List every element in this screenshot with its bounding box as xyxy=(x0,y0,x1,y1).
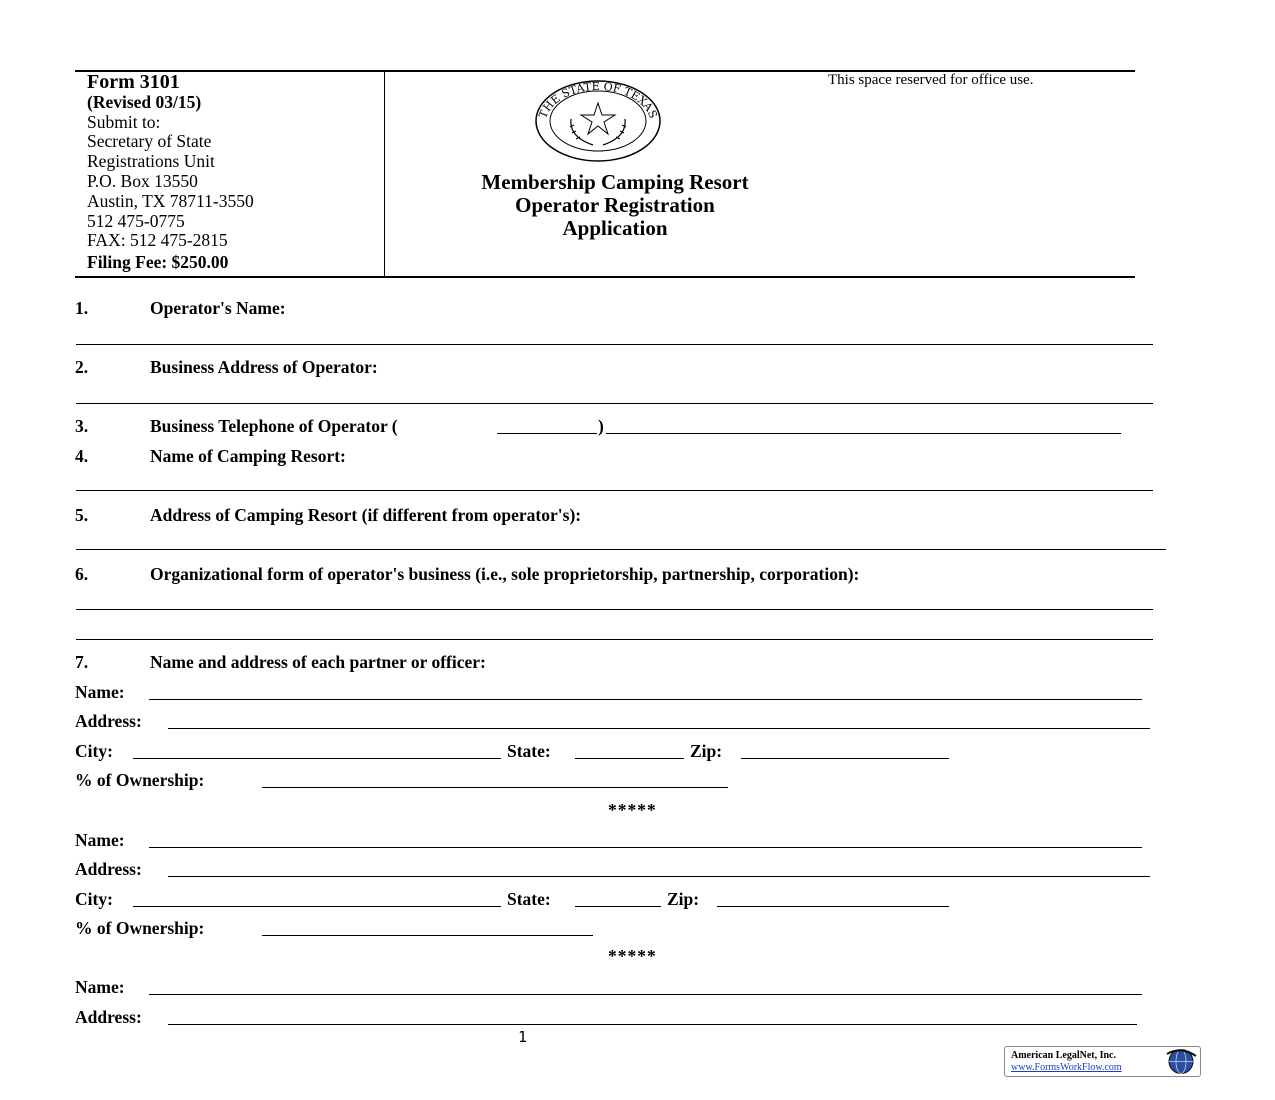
item-label: Operator's Name: xyxy=(150,298,286,318)
header-bottom-border xyxy=(75,276,1135,278)
submit-line: Austin, TX 78711-3550 xyxy=(87,190,254,211)
footer-url-link[interactable]: www.FormsWorkFlow.com xyxy=(1011,1062,1122,1073)
partner-1-city-field[interactable] xyxy=(133,758,501,759)
footer-company: American LegalNet, Inc. xyxy=(1011,1050,1116,1061)
partner-city-label: City: xyxy=(75,741,113,761)
organizational-form-field-1[interactable] xyxy=(76,609,1153,610)
partner-2-address-field[interactable] xyxy=(168,876,1150,877)
title-line: Membership Camping Resort xyxy=(481,170,749,194)
partner-1-state-field[interactable] xyxy=(575,758,684,759)
item-operator-name xyxy=(75,298,286,319)
item-camping-resort-address xyxy=(75,505,581,526)
area-code-field[interactable] xyxy=(497,433,597,434)
organizational-form-field-2[interactable] xyxy=(76,639,1153,640)
partner-3-address-field[interactable] xyxy=(168,1024,1137,1025)
partner-state-label: State: xyxy=(507,741,551,761)
texas-state-seal xyxy=(533,79,663,168)
partner-separator: ***** xyxy=(608,800,657,820)
item-number: 6. xyxy=(75,564,89,584)
partner-name-label: Name: xyxy=(75,682,125,702)
item-camping-resort-name xyxy=(75,446,346,467)
telephone-paren-close: ) xyxy=(598,416,604,436)
telephone-number-field[interactable] xyxy=(606,433,1121,434)
partner-zip-label: Zip: xyxy=(690,741,723,761)
title-line: Application xyxy=(562,216,668,240)
item-number: 1. xyxy=(75,298,89,318)
partner-ownership-label: % of Ownership: xyxy=(75,918,205,938)
office-use-note: This space reserved for office use. xyxy=(828,72,1034,88)
partner-2-zip-field[interactable] xyxy=(717,906,949,907)
submit-line: 512 475-0775 xyxy=(87,210,185,231)
seal-text: THE STATE OF TEXAS xyxy=(536,79,660,121)
partner-separator: ***** xyxy=(608,946,657,966)
submit-line: P.O. Box 13550 xyxy=(87,170,198,191)
business-address-field[interactable] xyxy=(76,403,1153,404)
item-business-telephone xyxy=(75,416,398,437)
item-business-address xyxy=(75,357,378,378)
operator-name-field[interactable] xyxy=(76,344,1153,345)
item-partners-officers xyxy=(75,652,486,673)
submit-line: Registrations Unit xyxy=(87,151,215,172)
partner-name-label: Name: xyxy=(75,977,125,997)
page-number: 1 xyxy=(518,1028,528,1046)
item-label: Business Telephone of Operator ( xyxy=(150,416,398,436)
item-number: 4. xyxy=(75,446,89,466)
item-number: 5. xyxy=(75,505,89,525)
item-organizational-form xyxy=(75,564,859,585)
item-number: 2. xyxy=(75,357,89,377)
partner-1-ownership-field[interactable] xyxy=(262,787,728,788)
partner-address-label: Address: xyxy=(75,711,142,731)
item-label: Business Address of Operator: xyxy=(150,357,378,377)
form-title xyxy=(415,171,815,240)
camping-resort-name-field[interactable] xyxy=(76,490,1153,491)
partner-3-name-field[interactable] xyxy=(149,994,1142,995)
seal-icon xyxy=(533,79,663,163)
item-label: Organizational form of operator's business (i.e., sole proprietorship, partnership, corporation): xyxy=(150,564,860,584)
submission-info xyxy=(87,73,254,273)
item-label: Name of Camping Resort: xyxy=(150,446,346,466)
item-number: 7. xyxy=(75,652,89,672)
partner-1-name-field[interactable] xyxy=(149,699,1142,700)
partner-2-city-field[interactable] xyxy=(133,906,501,907)
partner-name-label: Name: xyxy=(75,830,125,850)
partner-2-name-field[interactable] xyxy=(149,847,1142,848)
svg-text:THE STATE OF TEXAS xyxy=(536,80,659,120)
partner-1-address-field[interactable] xyxy=(168,728,1150,729)
item-label: Name and address of each partner or officer: xyxy=(150,652,486,672)
partner-zip-label: Zip: xyxy=(667,889,700,909)
submit-line: Secretary of State xyxy=(87,131,212,152)
globe-logo-icon xyxy=(1163,1048,1199,1075)
partner-state-label: State: xyxy=(507,889,551,909)
revision-date: (Revised 03/15) xyxy=(87,91,202,112)
partner-address-label: Address: xyxy=(75,859,142,879)
submit-line: Submit to: xyxy=(87,111,161,132)
item-label: Address of Camping Resort (if different from operator's): xyxy=(150,505,582,525)
submit-line: FAX: 512 475-2815 xyxy=(87,230,228,251)
title-line: Operator Registration xyxy=(515,193,715,217)
filing-fee: Filing Fee: $250.00 xyxy=(87,252,229,273)
footer-badge xyxy=(1004,1046,1201,1077)
form-number: Form 3101 xyxy=(87,71,180,93)
partner-city-label: City: xyxy=(75,889,113,909)
partner-2-state-field[interactable] xyxy=(575,906,661,907)
camping-resort-address-field[interactable] xyxy=(76,549,1166,550)
header-divider xyxy=(384,71,385,277)
partner-address-label: Address: xyxy=(75,1007,142,1027)
item-number: 3. xyxy=(75,416,89,436)
partner-2-ownership-field[interactable] xyxy=(262,935,593,936)
partner-1-zip-field[interactable] xyxy=(741,758,949,759)
partner-ownership-label: % of Ownership: xyxy=(75,770,205,790)
